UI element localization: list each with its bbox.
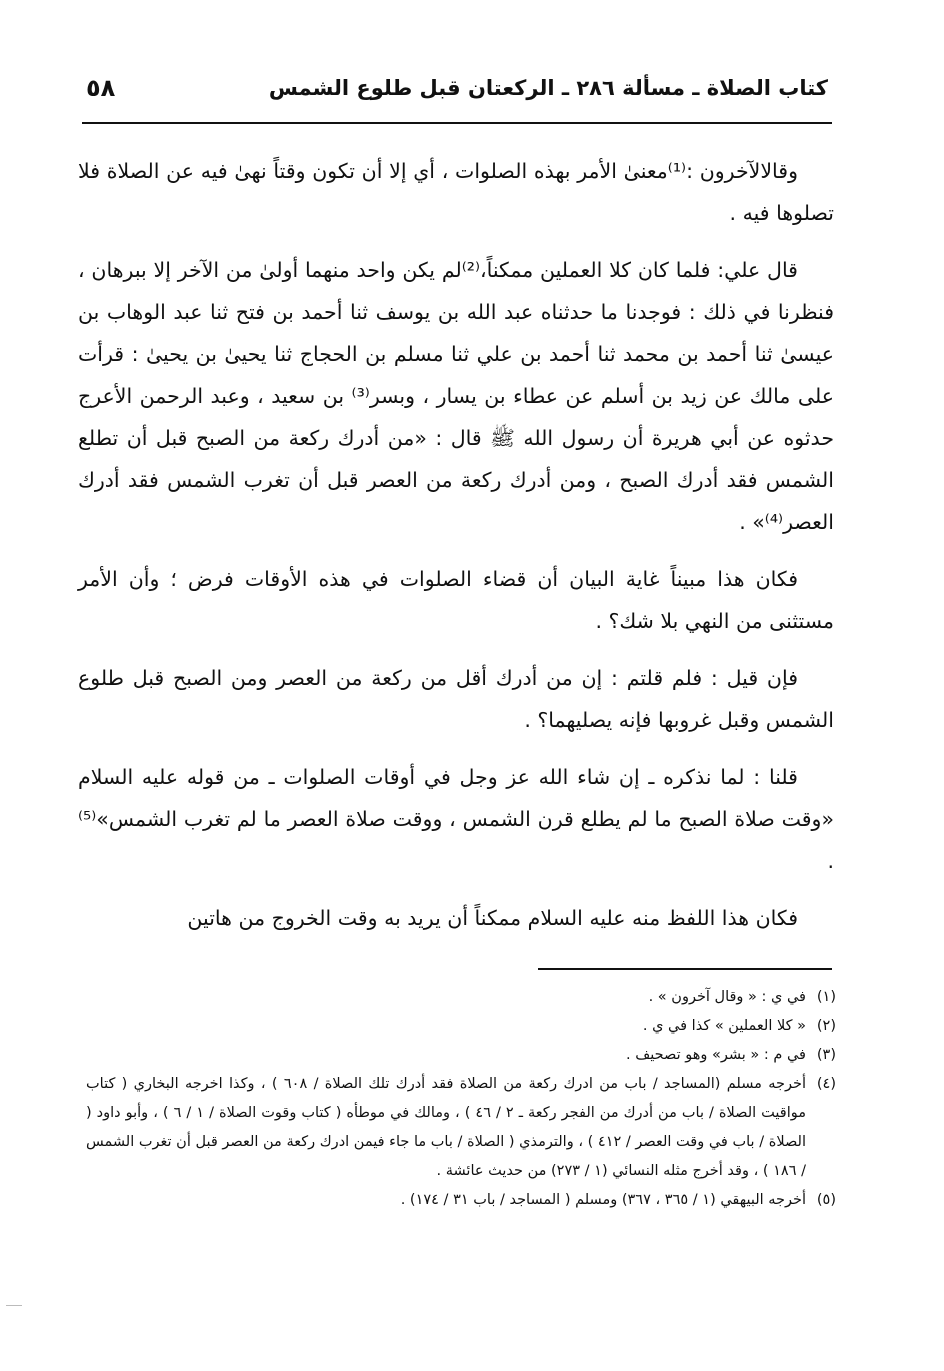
- paragraph: وقالالآخرون :⁽¹⁾معنىٰ الأمر بهذه الصلوات ، أي إلا أن تكون وقتاً نهىٰ فيه عن الصلاة فلا تصلوها فيه .: [78, 159, 834, 225]
- footnote-number: (٥): [816, 1192, 836, 1208]
- footnote-text: في م : « بشر» وهو تصحيف .: [626, 1047, 806, 1063]
- header-rule: [82, 122, 832, 124]
- running-title: كتاب الصلاة ـ مسألة ٢٨٦ ـ الركعتان قبل طلوع الشمس: [268, 76, 828, 100]
- paragraph: فإن قيل : فلم قلتم : إن من أدرك أقل من ركعة من العصر ومن الصبح قبل طلوع الشمس وقبل غروبها فإنه يصليهما؟ .: [78, 666, 834, 732]
- footnote: [86, 1070, 836, 1186]
- main-text: [78, 150, 834, 954]
- footnote: [86, 983, 836, 1012]
- page-header: [86, 66, 828, 110]
- scan-margin-mark: [6, 1305, 22, 1306]
- footnote-text: أخرجه مسلم (المساجد / باب من ادرك ركعة من الصلاة فقد أدرك تلك الصلاة / ٦٠٨ ) ، وكذا اخرجه البخاري ( كتاب مواقيت الصلاة / باب من أدرك من الفجر ركعة ـ ٢ / ٤٦ ) ، ومالك في موطأه ( كتاب وقوت الصلاة / ١ / ٦ ) ، وأبو داود ( الصلاة / باب في وقت العصر / ٤١٢ ) ، والترمذي ( الصلاة / باب ما جاء فيمن ادرك ركعة من العصر قبل أن تغرب الشمس / ١٨٦ ) ، وقد أخرج مثله النسائي (١ / ٢٧٣) من حديث عائشة .: [86, 1076, 806, 1179]
- footnote-text: « كلا العملين » كذا في ي .: [642, 1018, 806, 1034]
- footnote-number: (٤): [816, 1076, 836, 1092]
- footnote-text: في ي : « وقال آخرون » .: [648, 989, 806, 1005]
- footnote-number: (٣): [816, 1047, 836, 1063]
- paragraph: قلنا : لما نذكره ـ إن شاء الله عز وجل في أوقات الصلوات ـ من قوله عليه السلام «وقت صلاة الصبح ما لم يطلع قرن الشمس ، ووقت صلاة العصر ما لم تغرب الشمس»⁽⁵⁾ .: [78, 765, 834, 873]
- footnote-text: أخرجه البيهقي (١ / ٣٦٥ ، ٣٦٧) ومسلم ( المساجد / باب ٣١ / ١٧٤) .: [400, 1192, 806, 1208]
- paragraph: فكان هذا اللفظ منه عليه السلام ممكناً أن يريد به وقت الخروج من هاتين: [187, 906, 798, 930]
- footnote: [86, 1186, 836, 1215]
- paragraph: فكان هذا مبيناً غاية البيان أن قضاء الصلوات في هذه الأوقات فرض ؛ وأن الأمر مستثنى من النهي بلا شك؟ .: [78, 567, 834, 633]
- paragraph: قال علي: فلما كان كلا العملين ممكناً،⁽²⁾لم يكن واحد منهما أولىٰ من الآخر إلا ببرهان ، فنظرنا في ذلك : فوجدنا ما حدثناه عبد الله بن يوسف ثنا أحمد بن فتح ثنا عبد الوهاب بن عيسىٰ ثنا أحمد بن محمد ثنا أحمد بن علي ثنا مسلم بن الحجاج ثنا يحيىٰ بن يحيىٰ : قرأت على مالك عن زيد بن أسلم عن عطاء بن يسار ، وبسر⁽³⁾ بن سعيد ، وعبد الرحمن الأعرج حدثوه عن أبي هريرة أن رسول الله ﷺ قال : «من أدرك ركعة من الصبح قبل أن تطلع الشمس فقد أدرك الصبح ، ومن أدرك ركعة من العصر قبل أن تغرب الشمس فقد أدرك العصر⁽⁴⁾» .: [78, 258, 834, 534]
- footnote-number: (٢): [816, 1018, 836, 1034]
- footnote: [86, 1012, 836, 1041]
- footnotes: [86, 983, 836, 1215]
- footnote-rule: [538, 968, 832, 970]
- page-number: ٥٨: [86, 74, 116, 102]
- footnote-number: (١): [816, 989, 836, 1005]
- footnote: [86, 1041, 836, 1070]
